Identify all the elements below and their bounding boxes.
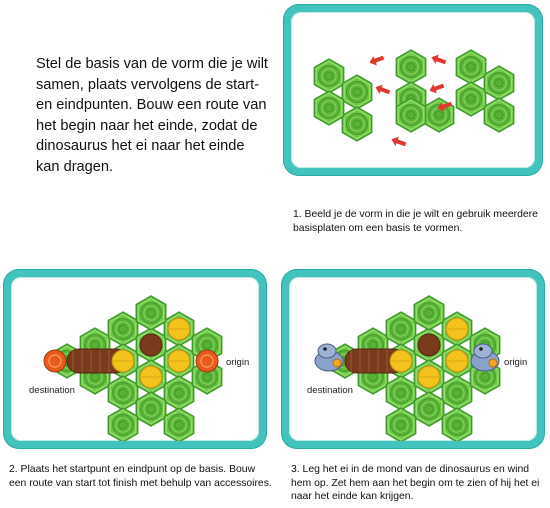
hex-base-tile-icon	[108, 408, 137, 441]
yellow-tile-icon	[390, 350, 412, 372]
red-arrow-icon	[390, 135, 408, 150]
hex-base-tile-icon	[342, 75, 371, 109]
hex-base-tile-icon	[314, 59, 343, 93]
red-arrow-icon	[368, 53, 386, 68]
hex-base-tile-icon	[396, 50, 425, 84]
start-point-icon	[196, 350, 218, 372]
hex-base-tile-icon	[108, 312, 137, 346]
step-2-panel	[11, 277, 259, 441]
hex-base-tile-icon	[456, 50, 485, 84]
hex-base-tile-icon	[484, 66, 513, 100]
hex-base-tile-icon	[414, 392, 443, 426]
wooden-tile-icon	[140, 334, 162, 356]
step-3-illustration	[289, 277, 537, 441]
step-3-caption: 3. Leg het ei in de mond van de dinosaurus en wind hem op. Zet hem aan het begin om te zien of hij het ei naar het einde kan krijgen.	[291, 464, 540, 502]
step-2-illustration	[11, 277, 259, 441]
hex-base-tile-icon	[386, 376, 415, 410]
step-1-card	[283, 4, 543, 176]
yellow-tile-icon	[446, 350, 468, 372]
hex-base-tile-icon	[164, 376, 193, 410]
hex-base-tile-icon	[136, 392, 165, 426]
destination-label: destination	[307, 385, 353, 396]
hex-base-tile-icon	[108, 376, 137, 410]
yellow-tile-icon	[112, 350, 134, 372]
step-2-caption: 2. Plaats het startpunt en eindpunt op de basis. Bouw een route van start tot finish met behulp van accessoires.	[9, 464, 272, 489]
hex-base-tile-icon	[386, 408, 415, 441]
yellow-tile-icon	[168, 318, 190, 340]
yellow-tile-icon	[168, 350, 190, 372]
hex-base-tile-icon	[342, 107, 371, 141]
step-3-panel	[289, 277, 537, 441]
intro-text: Stel de basis van de vorm die je wilt samen, plaats vervolgens de start- en eindpunten. Bouw een route van het begin naar het einde, zodat de dinosaurus het ei naar het einde kan dragen.	[36, 56, 268, 175]
hex-base-tile-icon	[314, 91, 343, 125]
step-3-card	[281, 269, 545, 449]
hex-base-tile-icon	[386, 312, 415, 346]
yellow-tile-icon	[140, 366, 162, 388]
hex-base-tile-icon	[442, 408, 471, 441]
yellow-tile-icon	[418, 366, 440, 388]
hex-base-tile-icon	[414, 296, 443, 330]
hex-base-tile-icon	[136, 296, 165, 330]
destination-label: destination	[29, 385, 75, 396]
origin-label: origin	[226, 357, 250, 368]
red-arrow-icon	[430, 53, 448, 68]
hex-base-tile-icon	[164, 408, 193, 441]
step-1-illustration	[291, 12, 535, 168]
end-point-icon	[44, 350, 66, 372]
hex-base-tile-icon	[456, 82, 485, 116]
yellow-tile-icon	[446, 318, 468, 340]
red-arrow-icon	[428, 81, 446, 96]
wooden-tile-icon	[418, 334, 440, 356]
origin-label: origin	[504, 357, 528, 368]
step-1-panel	[291, 12, 535, 168]
step-2-card	[3, 269, 267, 449]
hex-base-tile-icon	[442, 376, 471, 410]
hex-base-tile-icon	[484, 98, 513, 132]
step-1-caption: 1. Beeld je de vorm in die je wilt en gebruik meerdere basisplaten om een basis te vormen.	[293, 209, 538, 234]
red-arrow-icon	[374, 83, 392, 98]
